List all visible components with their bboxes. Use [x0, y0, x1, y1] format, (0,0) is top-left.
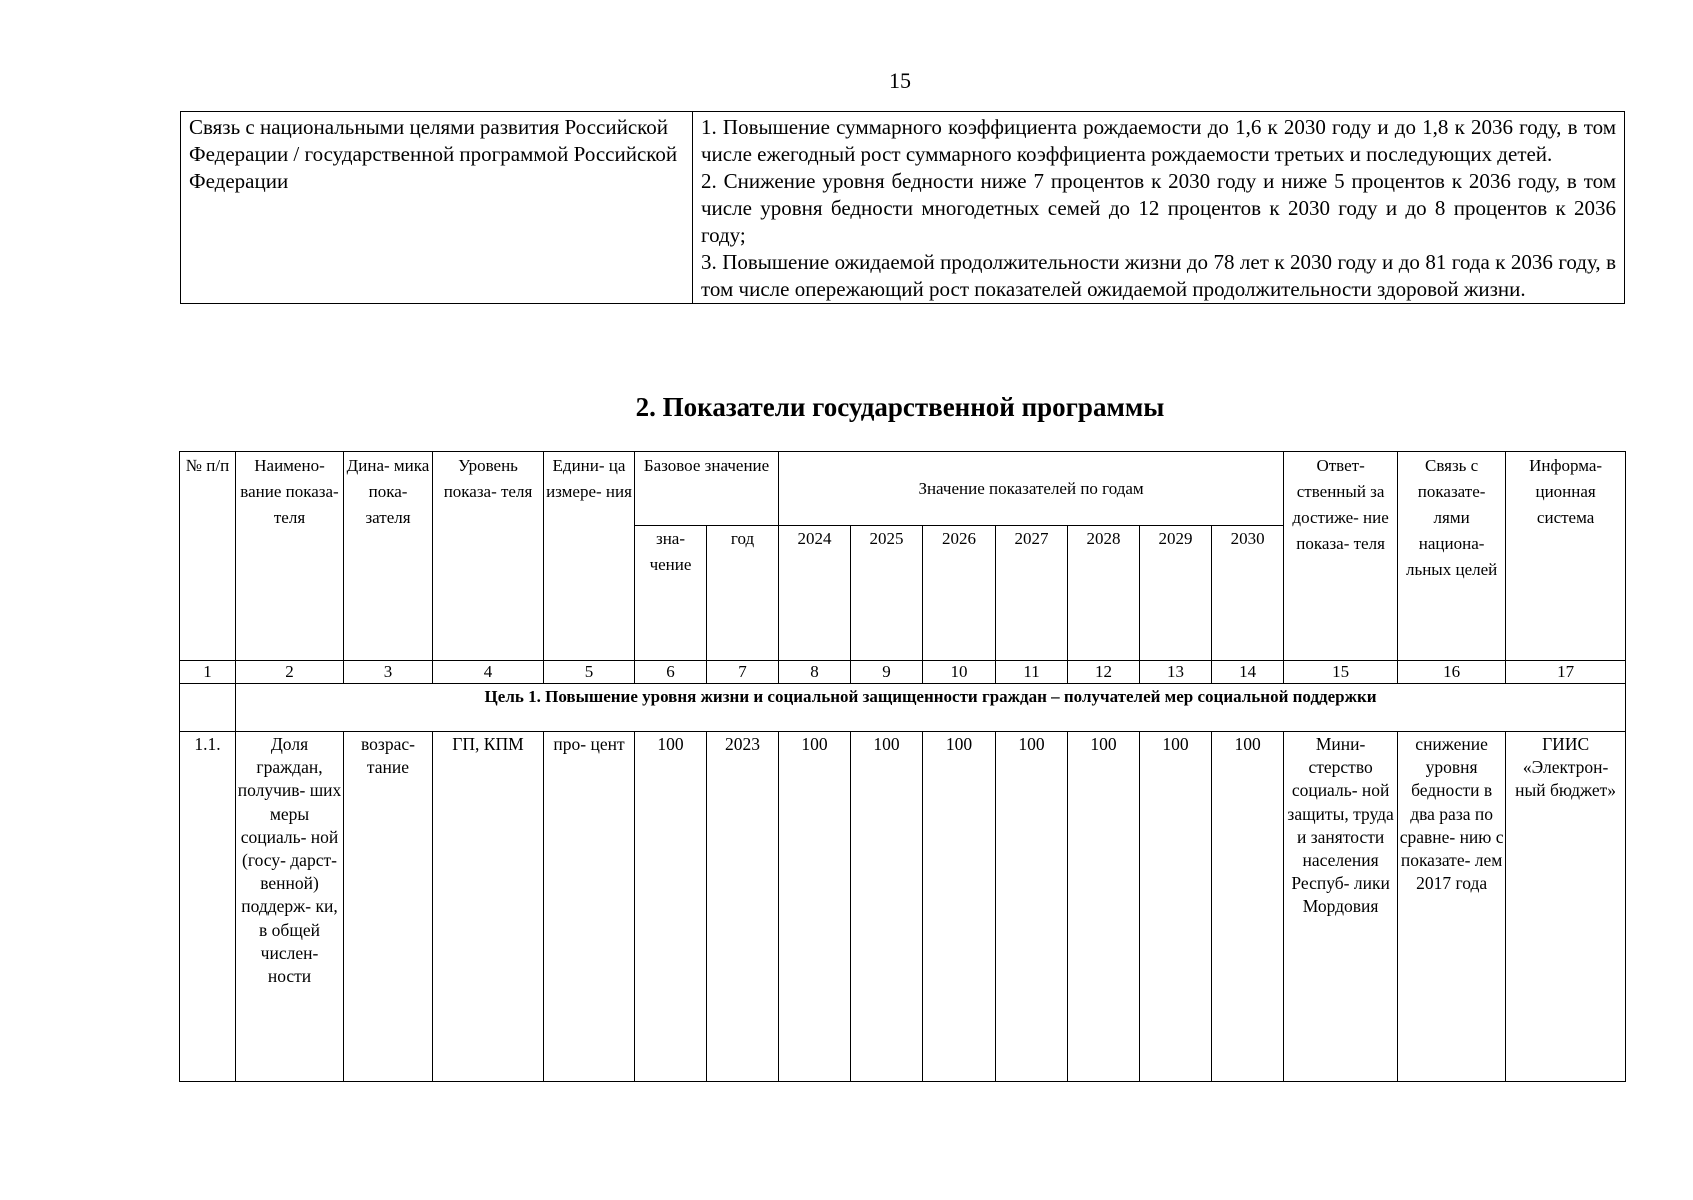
- row-base-year: 2023: [707, 732, 779, 1082]
- column-number: 11: [996, 661, 1068, 684]
- header-indicator-name: Наимено- вание показа- теля: [236, 452, 344, 661]
- header-year: 2024: [779, 526, 851, 661]
- row-info-system: ГИИС «Электрон- ный бюджет»: [1506, 732, 1626, 1082]
- header-base-year: год: [707, 526, 779, 661]
- header-unit: Едини- ца измере- ния: [544, 452, 635, 661]
- row-year-value: 100: [996, 732, 1068, 1082]
- row-year-value: 100: [1212, 732, 1284, 1082]
- row-year-value: 100: [779, 732, 851, 1082]
- header-num: № п/п: [180, 452, 236, 661]
- column-number: 3: [344, 661, 433, 684]
- column-number: 6: [635, 661, 707, 684]
- row-year-value: 100: [851, 732, 923, 1082]
- national-goals-table: [180, 111, 1625, 304]
- column-number: 17: [1506, 661, 1626, 684]
- header-base-value: зна- чение: [635, 526, 707, 661]
- national-goals-list: [693, 112, 1625, 304]
- header-year: 2028: [1068, 526, 1140, 661]
- header-values-by-year: Значение показателей по годам: [779, 452, 1284, 526]
- column-number: 5: [544, 661, 635, 684]
- header-year: 2029: [1140, 526, 1212, 661]
- header-base: Базовое значение: [635, 452, 779, 526]
- row-dynamics: возрас- тание: [344, 732, 433, 1082]
- column-number: 12: [1068, 661, 1140, 684]
- column-number: 8: [779, 661, 851, 684]
- row-num: 1.1.: [180, 732, 236, 1082]
- header-info-system: Информа- ционная система: [1506, 452, 1626, 661]
- column-number: 9: [851, 661, 923, 684]
- column-number: 16: [1398, 661, 1506, 684]
- header-year: 2025: [851, 526, 923, 661]
- column-number: 13: [1140, 661, 1212, 684]
- row-year-value: 100: [923, 732, 996, 1082]
- header-dynamics: Дина- мика пока- зателя: [344, 452, 433, 661]
- row-responsible: Мини- стерство социаль- ной защиты, труда и занятости населения Респуб- лики Мордовия: [1284, 732, 1398, 1082]
- row-year-value: 100: [1068, 732, 1140, 1082]
- section-title: 2. Показатели государственной программы: [635, 392, 1165, 422]
- column-number: 2: [236, 661, 344, 684]
- column-number: 7: [707, 661, 779, 684]
- national-goals-label: Связь с национальными целями развития Российской Федерации / государственной программой Российской Федерации: [181, 112, 693, 304]
- row-link-national-goals: снижение уровня бедности в два раза по сравне- нию с показате- лем 2017 года: [1398, 732, 1506, 1082]
- row-unit: про- цент: [544, 732, 635, 1082]
- national-goal-item: 1. Повышение суммарного коэффициента рождаемости до 1,6 к 2030 году и до 1,8 к 2036 году, в том числе ежегодный рост суммарного коэффициента рождаемости третьих и последующих детей.: [701, 115, 1616, 166]
- column-number: 15: [1284, 661, 1398, 684]
- column-number: 14: [1212, 661, 1284, 684]
- column-number: 1: [180, 661, 236, 684]
- row-year-value: 100: [1140, 732, 1212, 1082]
- row-base-value: 100: [635, 732, 707, 1082]
- header-link-national-goals: Связь с показате- лями национа- льных целей: [1398, 452, 1506, 661]
- row-level: ГП, КПМ: [433, 732, 544, 1082]
- header-year: 2030: [1212, 526, 1284, 661]
- national-goal-item: 2. Снижение уровня бедности ниже 7 процентов к 2030 году и ниже 5 процентов к 2036 году, в том числе уровня бедности многодетных семей до 12 процентов к 2030 году и до 8 процентов к 2036 году;: [701, 169, 1616, 247]
- indicators-table: [179, 451, 1626, 1082]
- row-indicator-name: Доля граждан, получив- ших меры социаль- ной (госу- дарст- венной) поддерж- ки, в общей числен- ности: [236, 732, 344, 1082]
- header-year: 2027: [996, 526, 1068, 661]
- header-responsible: Ответ- ственный за достиже- ние показа- теля: [1284, 452, 1398, 661]
- column-number: 10: [923, 661, 996, 684]
- goal-row-title: Цель 1. Повышение уровня жизни и социальной защищенности граждан – получателей мер социальной поддержки: [236, 684, 1626, 732]
- page-number: 15: [889, 68, 911, 93]
- header-level: Уровень показа- теля: [433, 452, 544, 661]
- column-number: 4: [433, 661, 544, 684]
- goal-row-empty-cell: [180, 684, 236, 732]
- header-year: 2026: [923, 526, 996, 661]
- national-goal-item: 3. Повышение ожидаемой продолжительности жизни до 78 лет к 2030 году и до 81 года к 2036 году, в том числе опережающий рост показателей ожидаемой продолжительности здоровой жизни.: [701, 250, 1616, 301]
